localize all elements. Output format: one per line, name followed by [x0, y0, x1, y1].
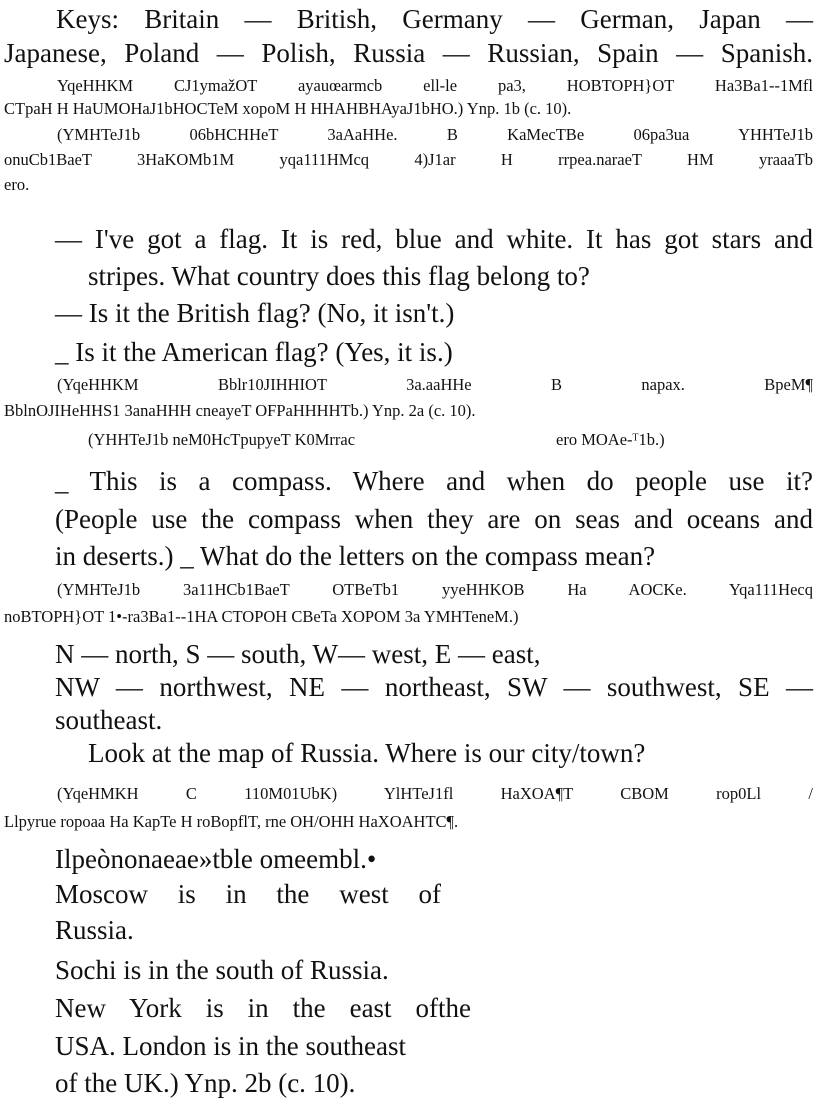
compass-line-2: (People use the compass when they are on seas and oceans and: [55, 504, 813, 534]
teacher-note-4-part-2: ero MOAe-ᵀ1b.): [556, 430, 665, 449]
teacher-note-5-line-1: (YMHTeJ1b 3a11HCb1BaeT OTBeTb1 yyeHHKOB Ha AOCKe. Yqa111Hecq: [57, 580, 813, 599]
teacher-note-6-line-1: (YqeHMKH C 110M01UbK) YlHTeJ1fl HaXOA¶T CBOM rop0Ll /: [57, 784, 813, 803]
teacher-note-2-line-1: (YMHTeJ1b 06bHCHHeT 3aAaHHe. B KaMecTBe 06pa3ua YHHTeJ1b: [57, 125, 813, 144]
teacher-note-5-line-2: noBTOPH}OT 1•-ra3Ba1--1HA CTOPOH CBeTa XOPOM 3a YMHTeneM.): [4, 607, 519, 626]
dialog-line-4: _ Is it the American flag? (Yes, it is.): [55, 337, 453, 367]
teacher-note-1-line-1: YqeHHKM CJ1ymažOT ayauœarmcb ell-le pa3, HOBTOPH}OT Ha3Ba1--1Mfl: [57, 76, 813, 95]
compass-line-3: in deserts.) _ What do the letters on the compass mean?: [55, 541, 656, 571]
compass-line-1: _ This is a compass. Where and when do people use it?: [55, 466, 813, 496]
teacher-note-2-line-2: onuCb1BaeT 3HaKOMb1M yqa111HMcq 4)J1ar H rrpea.naraeT HM yraaaTb: [4, 150, 813, 169]
map-instruction: Look at the map of Russia. Where is our city/town?: [88, 738, 646, 768]
teacher-note-1-line-2: CTpaH H HaUMOHaJ1bHOCTeM xopoM H HHAHBHAyaJ1bHO.) Ynp. 1b (c. 10).: [4, 99, 572, 118]
teacher-note-4-part-1: (YHHTeJ1b neM0HcTpupyeT K0Mrrac: [88, 430, 356, 449]
directions-line-2: NW — northwest, NE — northeast, SW — southwest, SE —: [55, 672, 813, 702]
answers-line-4: New York is in the east ofthe: [55, 993, 471, 1023]
teacher-note-6-line-2: Llpyrue ropoaa Ha KapTe H roBopflT, rne OH/OHH HaXOAHTC¶.: [4, 812, 459, 831]
answers-line-2: Russia.: [55, 915, 134, 945]
dialog-line-1: — I've got a flag. It is red, blue and white. It has got stars and: [55, 224, 813, 254]
answers-line-6: of the UK.) Ynp. 2b (c. 10).: [55, 1068, 356, 1098]
dialog-line-2: stripes. What country does this flag belong to?: [88, 261, 590, 291]
answers-line-5: USA. London is in the southeast: [55, 1031, 406, 1061]
keys-line-1: Keys: Britain — British, Germany — German, Japan —: [56, 4, 813, 34]
answers-line-3: Sochi is in the south of Russia.: [55, 955, 389, 985]
answers-line-1: Moscow is in the west of: [55, 879, 441, 909]
keys-line-2: Japanese, Poland — Polish, Russia — Russian, Spain — Spanish.: [4, 38, 813, 68]
directions-line-3: southeast.: [55, 705, 163, 735]
answers-heading: Ilpeònonaeae»tble omeembl.•: [55, 844, 377, 874]
dialog-line-3: — Is it the British flag? (No, it isn't.): [55, 298, 455, 328]
directions-line-1: N — north, S — south, W— west, E — east,: [55, 639, 541, 669]
teacher-note-3-line-1: (YqeHHKM Bblr10JIHHIOT 3a.aaHHe B napax. BpeM¶: [57, 375, 813, 394]
teacher-note-2-line-3: ero.: [4, 175, 30, 194]
teacher-note-3-line-2: BblnOJIHeHHS1 3anaHHH cneayeT OFPaHHHHTb.) Ynp. 2a (c. 10).: [4, 401, 476, 420]
